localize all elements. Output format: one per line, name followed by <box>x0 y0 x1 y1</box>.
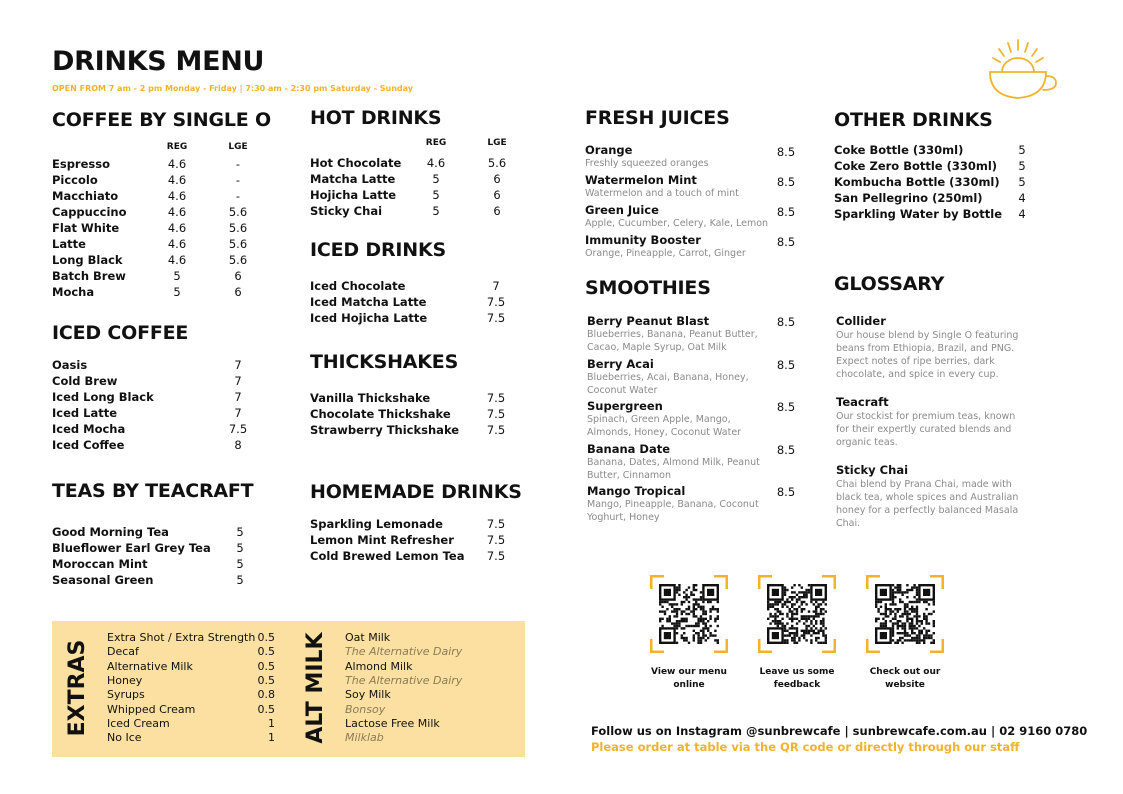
smoothie-desc: Coconut Water <box>587 384 658 396</box>
item-name: Hojicha Latte <box>310 188 397 202</box>
qr-code-icon[interactable] <box>758 575 836 653</box>
page-title: DRINKS MENU <box>52 46 265 77</box>
item-price: 7 <box>234 358 242 372</box>
item-name: Batch Brew <box>52 269 126 283</box>
smoothie-name: Banana Date <box>587 441 671 456</box>
item-name: Mocha <box>52 285 95 299</box>
glossary-term: Collider <box>836 314 886 328</box>
extras-title: EXTRAS <box>65 639 90 737</box>
item-price: 7.5 <box>486 533 506 547</box>
qr-caption: feedback <box>773 680 821 690</box>
extra-name: Syrups <box>107 688 145 702</box>
item-price: 4 <box>1018 207 1026 221</box>
smoothie-price: 8.5 <box>776 400 796 414</box>
smoothie-name: Supergreen <box>587 399 663 413</box>
extra-price: 0.5 <box>257 673 275 687</box>
smoothie-price: 8.5 <box>776 485 796 499</box>
section-title-iced-drinks: ICED DRINKS <box>310 239 446 261</box>
alt-milk-name: Oat Milk <box>345 631 391 644</box>
juice-desc: Orange, Pineapple, Carrot, Ginger <box>585 248 746 259</box>
smoothie-name: Mango Tropical <box>587 484 686 498</box>
item-price-lge: 6 <box>493 204 501 218</box>
item-name: Oasis <box>52 358 88 372</box>
item-name: Iced Latte <box>52 406 118 420</box>
item-name: Blueflower Earl Grey Tea <box>52 541 211 555</box>
item-name: Iced Mocha <box>52 422 126 436</box>
item-name: Iced Chocolate <box>310 279 406 293</box>
alt-milk-brand: Milklab <box>345 731 384 745</box>
extra-name: Iced Cream <box>107 716 170 730</box>
item-name: Good Morning Tea <box>52 525 169 539</box>
item-price: 7.5 <box>486 549 506 563</box>
item-price-reg: 4.6 <box>167 189 187 203</box>
item-name: Espresso <box>52 157 110 171</box>
item-name: Moroccan Mint <box>52 557 148 571</box>
glossary-desc: Our stockist for premium teas, known for their expertly curated blends and organic teas. <box>836 411 1016 448</box>
extra-name: Honey <box>107 673 143 687</box>
item-price-lge: - <box>235 189 241 203</box>
item-name: Strawberry Thickshake <box>310 423 460 437</box>
item-price-reg: 5 <box>173 285 181 299</box>
item-price-reg: 5 <box>432 188 440 202</box>
item-name: Sparkling Water by Bottle <box>834 207 1003 221</box>
item-price-reg: 5 <box>432 204 440 218</box>
item-price-reg: 4.6 <box>167 173 187 187</box>
item-name: Latte <box>52 237 86 251</box>
item-price-reg: 5 <box>432 172 440 186</box>
item-name: Piccolo <box>52 173 98 187</box>
section-title-glossary: GLOSSARY <box>834 273 945 295</box>
glossary-term: Sticky Chai <box>836 463 909 477</box>
juice-price: 8.5 <box>776 175 796 189</box>
item-price: 5 <box>236 525 244 539</box>
item-price: 7.5 <box>228 422 248 436</box>
section-title-juices: FRESH JUICES <box>585 107 730 129</box>
footer-order-note: Please order at table via the QR code or directly through our staff <box>591 740 1020 754</box>
qr-caption: Leave us some <box>759 667 835 677</box>
item-price: 7.5 <box>486 311 506 325</box>
section-title-teas: TEAS BY TEACRAFT <box>52 480 254 502</box>
item-price-reg: 4.6 <box>167 205 187 219</box>
qr-code-icon[interactable] <box>866 575 944 653</box>
section-title-iced-coffee: ICED COFFEE <box>52 322 189 344</box>
sun-cup-icon <box>986 38 1060 102</box>
qr-caption: Check out our <box>869 667 941 677</box>
item-price-lge: - <box>235 157 241 171</box>
item-name: Sparkling Lemonade <box>310 517 443 531</box>
smoothie-price: 8.5 <box>776 442 796 457</box>
item-name: Chocolate Thickshake <box>310 407 451 421</box>
smoothie-price: 8.5 <box>776 357 796 372</box>
juice-name: Green Juice <box>585 203 659 217</box>
extra-price: 1 <box>268 731 275 745</box>
alt-milk-title: ALT MILK <box>303 632 328 744</box>
item-name: Coke Zero Bottle (330ml) <box>834 159 998 173</box>
item-price: 5 <box>236 557 244 571</box>
alt-milk-name: Almond Milk <box>345 659 413 673</box>
item-price-reg: 4.6 <box>167 157 187 171</box>
item-name: Macchiato <box>52 189 119 203</box>
juice-price: 8.5 <box>776 235 796 249</box>
item-name: Iced Matcha Latte <box>310 295 427 309</box>
glossary-desc: Chai blend by Prana Chai, made with black tea, whole spices and Australian honey for a perfectly balanced Masala Chai. <box>836 479 1019 529</box>
item-price-lge: 5.6 <box>228 237 248 251</box>
item-name: Kombucha Bottle (330ml) <box>834 175 1000 189</box>
item-price-lge: 6 <box>493 172 501 186</box>
item-name: Iced Coffee <box>52 438 125 452</box>
item-price: 7 <box>234 374 242 388</box>
extra-price: 0.8 <box>257 688 275 702</box>
juice-desc: Apple, Cucumber, Celery, Kale, Lemon <box>585 218 769 229</box>
coffee-col-reg: REG <box>166 142 188 152</box>
extra-name: Decaf <box>107 645 139 659</box>
section-title-other: OTHER DRINKS <box>834 109 993 131</box>
smoothie-desc: Almonds, Honey, Coconut Water <box>587 427 742 438</box>
qr-code-icon[interactable] <box>650 575 728 653</box>
item-name: Vanilla Thickshake <box>310 391 431 405</box>
qr-caption: online <box>673 680 705 690</box>
item-name: San Pellegrino (250ml) <box>834 191 983 205</box>
item-name: Seasonal Green <box>52 573 154 587</box>
smoothie-price: 8.5 <box>776 315 796 329</box>
smoothie-name: Berry Acai <box>587 356 654 371</box>
smoothie-desc: Blueberries, Banana, Peanut Butter, <box>587 329 758 340</box>
extra-name: Whipped Cream <box>107 702 196 716</box>
item-name: Sticky Chai <box>310 204 383 218</box>
item-price-reg: 4.6 <box>167 237 187 251</box>
smoothie-desc: Yoghurt, Honey <box>587 512 660 523</box>
extra-name: Extra Shot / Extra Strength <box>107 631 256 644</box>
glossary-term: Teacraft <box>836 395 889 409</box>
smoothie-desc: Blueberries, Acai, Banana, Honey, <box>587 371 749 383</box>
qr-caption: website <box>885 680 925 690</box>
extra-name: No Ice <box>107 731 142 745</box>
juice-name: Watermelon Mint <box>585 173 697 187</box>
item-name: Cold Brewed Lemon Tea <box>310 549 465 563</box>
extra-price: 0.5 <box>257 631 275 644</box>
item-price: 5 <box>236 573 244 587</box>
item-name: Coke Bottle (330ml) <box>834 143 964 157</box>
opening-hours: OPEN FROM 7 am - 2 pm Monday - Friday | 7:30 am - 2:30 pm Saturday - Sunday <box>52 84 414 93</box>
item-name: Matcha Latte <box>310 172 396 186</box>
item-price-lge: 6 <box>493 188 501 202</box>
smoothie-desc: Butter, Cinnamon <box>587 469 672 481</box>
extra-price: 0.5 <box>257 645 275 659</box>
item-price-lge: 6 <box>234 269 242 283</box>
section-title-smoothies: SMOOTHIES <box>585 277 711 299</box>
item-price: 5 <box>1018 143 1026 157</box>
section-title-coffee: COFFEE BY SINGLE O <box>52 109 271 131</box>
item-name: Cold Brew <box>52 374 118 388</box>
juice-desc: Watermelon and a touch of mint <box>585 188 739 199</box>
item-price-lge: - <box>235 173 241 187</box>
item-price-reg: 4.6 <box>167 221 187 235</box>
item-price: 5 <box>1018 175 1026 189</box>
smoothie-name: Berry Peanut Blast <box>587 314 710 328</box>
glossary-desc: Our house blend by Single O featuring beans from Ethiopia, Brazil, and PNG. Expect notes of ripe berries, dark chocolate, and spice in every cup. <box>836 330 1019 380</box>
extra-price: 1 <box>268 716 275 730</box>
item-price-reg: 4.6 <box>426 156 446 170</box>
item-name: Flat White <box>52 221 120 235</box>
alt-milk-name: Soy Milk <box>345 688 391 702</box>
smoothie-desc: Spinach, Green Apple, Mango, <box>587 414 731 425</box>
item-price: 7.5 <box>486 517 506 531</box>
item-name: Iced Hojicha Latte <box>310 311 428 325</box>
juice-name: Immunity Booster <box>585 233 701 247</box>
alt-milk-brand: Bonsoy <box>345 702 386 716</box>
item-price-lge: 5.6 <box>228 221 248 235</box>
juice-name: Orange <box>585 143 633 157</box>
alt-milk-brand: The Alternative Dairy <box>345 673 463 687</box>
section-title-homemade: HOMEMADE DRINKS <box>310 481 522 503</box>
hot-col-lge: LGE <box>487 138 507 148</box>
juice-price: 8.5 <box>776 205 796 219</box>
coffee-col-lge: LGE <box>228 142 248 152</box>
item-price-lge: 5.6 <box>228 205 248 219</box>
section-title-hot-drinks: HOT DRINKS <box>310 107 442 129</box>
item-price-lge: 5.6 <box>228 253 248 267</box>
extra-price: 0.5 <box>257 702 275 716</box>
item-price-lge: 5.6 <box>487 156 507 170</box>
item-name: Hot Chocolate <box>310 156 402 170</box>
item-price: 5 <box>236 541 244 555</box>
item-price: 7 <box>234 406 242 420</box>
item-price: 8 <box>234 438 242 452</box>
item-price: 7.5 <box>486 407 506 421</box>
item-price: 7.5 <box>486 423 506 437</box>
hot-col-reg: REG <box>425 138 447 148</box>
item-price: 7 <box>492 279 500 293</box>
extra-name: Alternative Milk <box>107 659 193 673</box>
item-price-reg: 4.6 <box>167 253 187 267</box>
item-price: 5 <box>1018 159 1026 173</box>
item-name: Iced Long Black <box>52 390 154 404</box>
juice-price: 8.5 <box>776 145 796 159</box>
footer-contact: Follow us on Instagram @sunbrewcafe | sunbrewcafe.com.au | 02 9160 0780 <box>591 724 1088 738</box>
item-name: Lemon Mint Refresher <box>310 533 454 547</box>
item-price: 7.5 <box>486 295 506 309</box>
item-price: 4 <box>1018 191 1026 205</box>
qr-caption: View our menu <box>651 667 727 677</box>
smoothie-desc: Mango, Pineapple, Banana, Coconut <box>587 499 759 510</box>
item-name: Cappuccino <box>52 205 127 219</box>
section-title-thickshakes: THICKSHAKES <box>310 351 459 373</box>
smoothie-desc: Cacao, Maple Syrup, Oat Milk <box>587 342 727 353</box>
extra-price: 0.5 <box>257 659 275 673</box>
juice-desc: Freshly squeezed oranges <box>585 158 709 169</box>
item-price-lge: 6 <box>234 285 242 299</box>
alt-milk-brand: The Alternative Dairy <box>345 645 463 659</box>
item-price: 7 <box>234 390 242 404</box>
smoothie-desc: Banana, Dates, Almond Milk, Peanut <box>587 456 760 468</box>
item-price-reg: 5 <box>173 269 181 283</box>
item-name: Long Black <box>52 253 123 267</box>
item-price: 7.5 <box>486 391 506 405</box>
alt-milk-name: Lactose Free Milk <box>345 716 440 730</box>
